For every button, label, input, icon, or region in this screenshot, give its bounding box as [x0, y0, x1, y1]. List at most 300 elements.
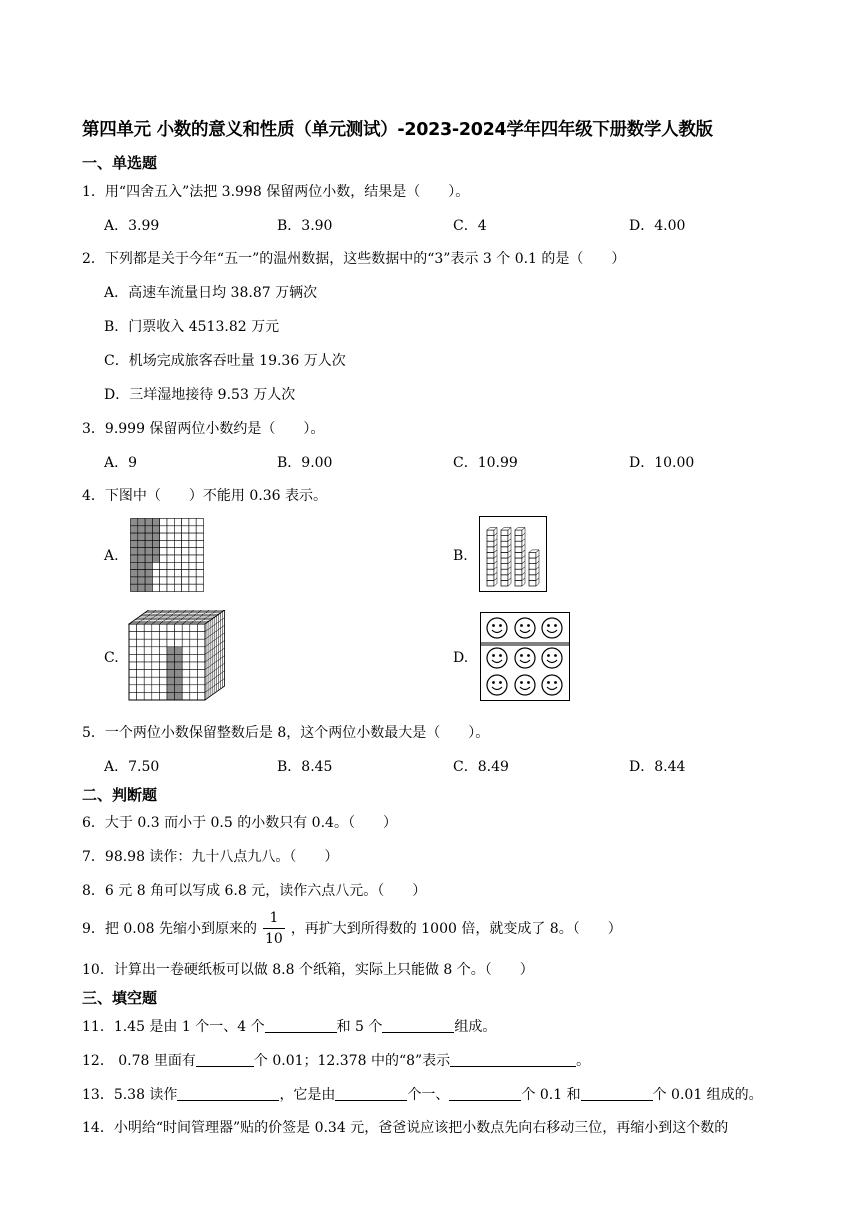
cube-grid-cell	[159, 647, 167, 655]
cube-grid-cell	[190, 624, 198, 632]
cube-grid-cell	[144, 632, 152, 640]
cube-unit	[487, 580, 494, 586]
cube-grid-cell	[175, 677, 183, 685]
question-13-part-3: 个一、	[407, 1087, 450, 1103]
grid-cell	[196, 570, 203, 577]
question-12-part-2: 个 0.01；12.378 中的“8”表示	[253, 1053, 451, 1069]
grid-cell	[160, 555, 167, 562]
question-3-stem: 3．9.999 保留两位小数约是（ ）。	[82, 421, 325, 437]
cube-grid-cell	[175, 647, 183, 655]
cube-grid-cell	[144, 654, 152, 662]
grid-cell	[189, 555, 196, 562]
question-9	[82, 906, 622, 950]
question-8: 8．6 元 8 角可以写成 6.8 元，读作六点八元。（ ）	[82, 883, 427, 899]
grid-cell	[174, 562, 181, 569]
cube-unit	[529, 564, 536, 570]
grid-cell	[196, 555, 203, 562]
cube-grid-cell	[175, 692, 183, 700]
cube-grid-cell	[144, 662, 152, 670]
cube-grid-cell	[167, 632, 175, 640]
cube-grid-cell	[182, 662, 190, 670]
grid-cell	[174, 533, 181, 540]
cube-grid-cell	[144, 685, 152, 693]
question-6: 6．大于 0.3 而小于 0.5 的小数只有 0.4。（ ）	[82, 815, 397, 831]
cube-grid-cell	[167, 662, 175, 670]
question-2-option-a: A．高速车流量日均 38.87 万辆次	[104, 285, 318, 301]
cube-grid-cell	[167, 624, 175, 632]
grid-cell	[174, 577, 181, 584]
grid-cell	[138, 533, 145, 540]
answer-blank[interactable]	[382, 1018, 454, 1033]
grid-cell	[182, 533, 189, 540]
fraction-denominator: 10	[264, 930, 283, 947]
cube-grid-cell	[197, 692, 205, 700]
smiley-eye	[499, 624, 502, 627]
question-7: 7．98.98 读作：九十八点九八。（ ）	[82, 849, 339, 865]
grid-cell	[138, 526, 145, 533]
cube-grid-cell	[137, 670, 145, 678]
grid-cell	[138, 570, 145, 577]
cube-grid-cell	[159, 677, 167, 685]
answer-blank[interactable]	[335, 1086, 407, 1101]
cube-grid-cell	[152, 677, 160, 685]
cube-unit	[501, 569, 508, 575]
cube-grid-cell	[129, 624, 137, 632]
grid-cell	[138, 577, 145, 584]
grid-cell	[189, 584, 196, 591]
smiley-eye	[554, 681, 557, 684]
smiley-face-icon	[515, 675, 535, 695]
cube-grid-cell	[167, 670, 175, 678]
grid-cell	[167, 577, 174, 584]
fraction-numerator: 1	[263, 911, 285, 929]
cube-unit	[515, 530, 522, 536]
grid-cell	[131, 555, 138, 562]
section-heading-single-choice: 一、单选题	[82, 154, 158, 172]
grid-cell	[138, 555, 145, 562]
cube-grid-cell	[152, 654, 160, 662]
figure-b-cube-sticks	[479, 516, 547, 592]
cube-grid-cell	[129, 692, 137, 700]
grid-cell	[167, 562, 174, 569]
question-3-option-d: D．10.00	[629, 455, 695, 471]
question-11-part-2: 和 5 个	[336, 1019, 383, 1035]
grid-cell	[196, 540, 203, 547]
cube-grid-cell	[190, 654, 198, 662]
question-11-part-3: 组成。	[454, 1019, 497, 1035]
cube-grid-cell	[129, 654, 137, 662]
page-title: 第四单元 小数的意义和性质（单元测试）-2023-2024学年四年级下册数学人教版	[82, 120, 713, 140]
smiley-eye	[554, 624, 557, 627]
cube-grid-cell	[167, 654, 175, 662]
grid-cell	[182, 584, 189, 591]
fraction-one-tenth	[263, 911, 285, 946]
grid-cell	[145, 562, 152, 569]
cube-grid-cell	[159, 639, 167, 647]
grid-cell	[167, 570, 174, 577]
cube-grid-cell	[182, 654, 190, 662]
cube-grid-cell	[197, 632, 205, 640]
cube-grid-cell	[144, 647, 152, 655]
grid-cell	[138, 562, 145, 569]
cube-grid-cell	[182, 670, 190, 678]
grid-cell	[145, 577, 152, 584]
grid-cell	[167, 540, 174, 547]
grid-cell	[160, 540, 167, 547]
question-4-option-c: C.	[104, 650, 119, 666]
question-11-part-1: 11．1.45 是由 1 个一、4 个	[82, 1019, 265, 1035]
grid-cell	[160, 526, 167, 533]
figure-d-smiley-faces	[480, 612, 570, 701]
smiley-eye	[499, 681, 502, 684]
cube-grid-cell	[152, 624, 160, 632]
grid-cell	[160, 584, 167, 591]
grid-cell	[196, 548, 203, 555]
question-13	[82, 1084, 763, 1104]
question-12-part-1: 12． 0.78 里面有	[82, 1053, 196, 1069]
cube-grid-cell	[197, 624, 205, 632]
grid-cell	[189, 533, 196, 540]
cube-grid-cell	[137, 624, 145, 632]
grid-cell	[145, 540, 152, 547]
cube-grid-cell	[182, 692, 190, 700]
smiley-eye	[547, 681, 550, 684]
grid-cell	[174, 570, 181, 577]
cube-unit	[515, 558, 522, 564]
cube-unit	[515, 580, 522, 586]
grid-cell	[145, 584, 152, 591]
grid-cell	[131, 570, 138, 577]
answer-blank[interactable]	[449, 1086, 521, 1101]
grid-cell	[167, 519, 174, 526]
cube-unit	[501, 580, 508, 586]
grid-cell	[182, 570, 189, 577]
grid-cell	[160, 519, 167, 526]
cube-grid-cell	[182, 647, 190, 655]
cube-grid-cell	[152, 632, 160, 640]
answer-blank[interactable]	[265, 1018, 337, 1033]
cube-grid-cell	[182, 685, 190, 693]
question-3-option-b: B．9.00	[277, 455, 333, 471]
question-4-option-a: A.	[104, 548, 119, 564]
cube-grid-cell	[167, 692, 175, 700]
grid-cell	[131, 577, 138, 584]
cube-grid-cell	[197, 677, 205, 685]
question-2-option-b: B．门票收入 4513.82 万元	[104, 319, 280, 335]
cube-unit	[487, 530, 494, 536]
question-9-text-before: 9．把 0.08 先缩小到原来的	[82, 921, 257, 937]
grid-cell	[182, 548, 189, 555]
question-10: 10．计算出一卷硬纸板可以做 8.8 个纸箱，实际上只能做 8 个。（ ）	[82, 962, 534, 978]
question-13-part-5: 个 0.01 组成的。	[652, 1087, 763, 1103]
grid-cell	[152, 540, 159, 547]
cube-grid-cell	[152, 639, 160, 647]
grid-cell	[131, 540, 138, 547]
figure-c-thousand-cube	[128, 610, 226, 702]
cube-unit	[487, 558, 494, 564]
cube-grid-cell	[137, 639, 145, 647]
cube-unit	[529, 558, 536, 564]
question-1-option-a: A．3.99	[104, 218, 160, 234]
cube-grid-cell	[129, 647, 137, 655]
cube-grid-cell	[190, 639, 198, 647]
grid-cell	[174, 584, 181, 591]
grid-cell	[152, 519, 159, 526]
grid-cell	[145, 533, 152, 540]
smiley-face-icon	[542, 648, 562, 668]
question-2-option-d: D．三垟湿地接待 9.53 万人次	[104, 387, 296, 403]
cube-unit	[515, 541, 522, 547]
smiley-eye	[499, 654, 502, 657]
grid-cell	[138, 519, 145, 526]
grid-cell	[152, 584, 159, 591]
cube-grid-cell	[137, 654, 145, 662]
smiley-eye	[527, 624, 530, 627]
grid-cell	[131, 548, 138, 555]
grid-cell	[196, 577, 203, 584]
answer-blank[interactable]	[177, 1086, 279, 1101]
smiley-eye	[527, 681, 530, 684]
cube-unit	[501, 530, 508, 536]
question-2-option-c: C．机场完成旅客吞吐量 19.36 万人次	[104, 353, 346, 369]
cube-grid-cell	[190, 662, 198, 670]
question-13-part-4: 个 0.1 和	[521, 1087, 581, 1103]
grid-cell	[167, 584, 174, 591]
cube-grid-cell	[144, 692, 152, 700]
smiley-eye	[527, 654, 530, 657]
question-12-part-3: 。	[576, 1053, 591, 1069]
cube-grid-cell	[159, 662, 167, 670]
question-3-option-a: A．9	[104, 455, 138, 471]
cube-grid-cell	[129, 662, 137, 670]
cube-grid-cell	[144, 670, 152, 678]
grid-cell	[131, 533, 138, 540]
grid-cell	[189, 526, 196, 533]
cube-unit	[529, 552, 536, 558]
grid-cell	[174, 540, 181, 547]
smiley-face-icon	[515, 618, 535, 638]
grid-cell	[131, 562, 138, 569]
grid-cell	[196, 519, 203, 526]
grid-cell	[152, 562, 159, 569]
grid-cell	[167, 526, 174, 533]
section-heading-fill-blank: 三、填空题	[82, 989, 158, 1007]
question-9-text-after: ，再扩大到所得数的 1000 倍，就变成了 8。（ ）	[290, 921, 622, 937]
grid-cell	[152, 533, 159, 540]
grid-cell	[182, 555, 189, 562]
cube-grid-cell	[167, 639, 175, 647]
grid-cell	[182, 540, 189, 547]
cube-unit	[487, 547, 494, 553]
cube-unit	[501, 575, 508, 581]
grid-cell	[196, 526, 203, 533]
cube-grid-cell	[159, 670, 167, 678]
grid-cell	[196, 533, 203, 540]
grid-cell	[167, 548, 174, 555]
cube-grid-cell	[197, 685, 205, 693]
cube-grid-cell	[197, 647, 205, 655]
grid-cell	[167, 555, 174, 562]
smiley-eye	[547, 654, 550, 657]
cube-grid-cell	[152, 670, 160, 678]
question-13-part-2: ，它是由	[279, 1087, 336, 1103]
cube-unit	[487, 541, 494, 547]
grid-cell	[189, 548, 196, 555]
cube-unit	[487, 552, 494, 558]
question-4-option-b: B.	[453, 548, 468, 564]
cube-unit	[529, 580, 536, 586]
grid-cell	[160, 577, 167, 584]
grid-cell	[189, 519, 196, 526]
cube-grid-cell	[190, 647, 198, 655]
question-5-stem: 5．一个两位小数保留整数后是 8，这个两位小数最大是（ ）。	[82, 725, 490, 741]
grid-cell	[145, 526, 152, 533]
grid-cell	[152, 526, 159, 533]
cube-grid-cell	[129, 685, 137, 693]
grid-cell	[152, 570, 159, 577]
grid-cell	[152, 548, 159, 555]
question-14: 14．小明给“时间管理器”贴的价签是 0.34 元，爸爸说应该把小数点先向右移动三位，再缩小到这个数的	[82, 1120, 729, 1136]
grid-cell	[131, 526, 138, 533]
cube-grid-cell	[175, 685, 183, 693]
question-4-option-d: D.	[453, 650, 469, 666]
cube-unit	[501, 547, 508, 553]
question-1-option-c: C．4	[453, 218, 487, 234]
grid-cell	[152, 555, 159, 562]
question-12	[82, 1050, 590, 1070]
cube-grid-cell	[159, 685, 167, 693]
grid-cell	[160, 562, 167, 569]
cube-grid-cell	[175, 654, 183, 662]
cube-grid-cell	[175, 639, 183, 647]
smiley-face-icon	[487, 618, 507, 638]
question-11	[82, 1016, 496, 1036]
cube-grid-cell	[182, 632, 190, 640]
section-heading-true-false: 二、判断题	[82, 786, 158, 804]
cube-unit	[501, 536, 508, 542]
grid-cell	[174, 526, 181, 533]
cube-unit	[501, 564, 508, 570]
cube-grid-cell	[144, 624, 152, 632]
grid-cell	[182, 526, 189, 533]
cube-unit	[515, 569, 522, 575]
cube-grid-cell	[144, 639, 152, 647]
question-2-stem: 2．下列都是关于今年“五一”的温州数据，这些数据中的“3”表示 3 个 0.1 的是（ ）	[82, 251, 626, 267]
question-5-option-c: C．8.49	[453, 759, 509, 775]
cube-grid-cell	[190, 632, 198, 640]
cube-unit	[529, 575, 536, 581]
cube-unit	[515, 536, 522, 542]
smiley-eye	[492, 654, 495, 657]
cube-unit	[487, 575, 494, 581]
figure-a-hundred-grid	[130, 518, 204, 592]
question-5-option-d: D．8.44	[629, 759, 686, 775]
cube-grid-cell	[159, 692, 167, 700]
grid-cell	[160, 570, 167, 577]
question-1-option-d: D．4.00	[629, 218, 686, 234]
grid-cell	[145, 555, 152, 562]
cube-grid-cell	[175, 624, 183, 632]
cube-grid-cell	[182, 624, 190, 632]
grid-cell	[145, 570, 152, 577]
cube-grid-cell	[137, 647, 145, 655]
cube-unit	[501, 552, 508, 558]
question-1-stem: 1．用“四舍五入”法把 3.998 保留两位小数，结果是（ ）。	[82, 184, 470, 200]
cube-unit	[501, 558, 508, 564]
cube-grid-cell	[129, 639, 137, 647]
cube-grid-cell	[152, 662, 160, 670]
grid-cell	[196, 584, 203, 591]
cube-grid-cell	[152, 685, 160, 693]
smiley-eye	[520, 624, 523, 627]
cube-unit	[487, 536, 494, 542]
smiley-face-icon	[515, 648, 535, 668]
smiley-eye	[547, 624, 550, 627]
cube-grid-cell	[175, 670, 183, 678]
smiley-face-icon	[487, 648, 507, 668]
answer-blank[interactable]	[581, 1086, 653, 1101]
cube-grid-cell	[152, 647, 160, 655]
grid-cell	[152, 577, 159, 584]
cube-grid-cell	[152, 692, 160, 700]
question-3-option-c: C．10.99	[453, 455, 518, 471]
answer-blank[interactable]	[196, 1052, 254, 1067]
cube-grid-cell	[182, 639, 190, 647]
cube-grid-cell	[167, 685, 175, 693]
cube-grid-cell	[137, 662, 145, 670]
grid-cell	[138, 540, 145, 547]
grid-cell	[189, 577, 196, 584]
cube-grid-cell	[137, 632, 145, 640]
cube-unit	[529, 569, 536, 575]
smiley-face-icon	[487, 675, 507, 695]
grid-cell	[160, 548, 167, 555]
cube-grid-cell	[190, 670, 198, 678]
cube-grid-cell	[167, 677, 175, 685]
grid-cell	[189, 562, 196, 569]
cube-grid-cell	[129, 677, 137, 685]
cube-grid-cell	[167, 647, 175, 655]
question-4-stem: 4．下图中（ ）不能用 0.36 表示。	[82, 488, 327, 504]
grid-cell	[174, 548, 181, 555]
grid-cell	[167, 533, 174, 540]
cube-unit	[515, 564, 522, 570]
grid-cell	[182, 519, 189, 526]
cube-grid-cell	[129, 632, 137, 640]
grid-cell	[182, 562, 189, 569]
cube-grid-cell	[129, 670, 137, 678]
cube-grid-cell	[175, 632, 183, 640]
cube-grid-cell	[190, 692, 198, 700]
grid-cell	[182, 577, 189, 584]
cube-grid-cell	[159, 632, 167, 640]
cube-unit	[501, 541, 508, 547]
smiley-eye	[492, 681, 495, 684]
grid-cell	[145, 548, 152, 555]
cube-grid-cell	[197, 639, 205, 647]
cube-grid-cell	[197, 662, 205, 670]
smiley-eye	[520, 681, 523, 684]
cube-grid-cell	[182, 677, 190, 685]
smiley-face-icon	[542, 618, 562, 638]
question-13-part-1: 13．5.38 读作	[82, 1087, 178, 1103]
cube-grid-cell	[144, 677, 152, 685]
smiley-eye	[492, 624, 495, 627]
answer-blank[interactable]	[450, 1052, 576, 1067]
question-5-option-a: A．7.50	[104, 759, 160, 775]
question-5-option-b: B．8.45	[277, 759, 333, 775]
cube-grid-cell	[197, 670, 205, 678]
